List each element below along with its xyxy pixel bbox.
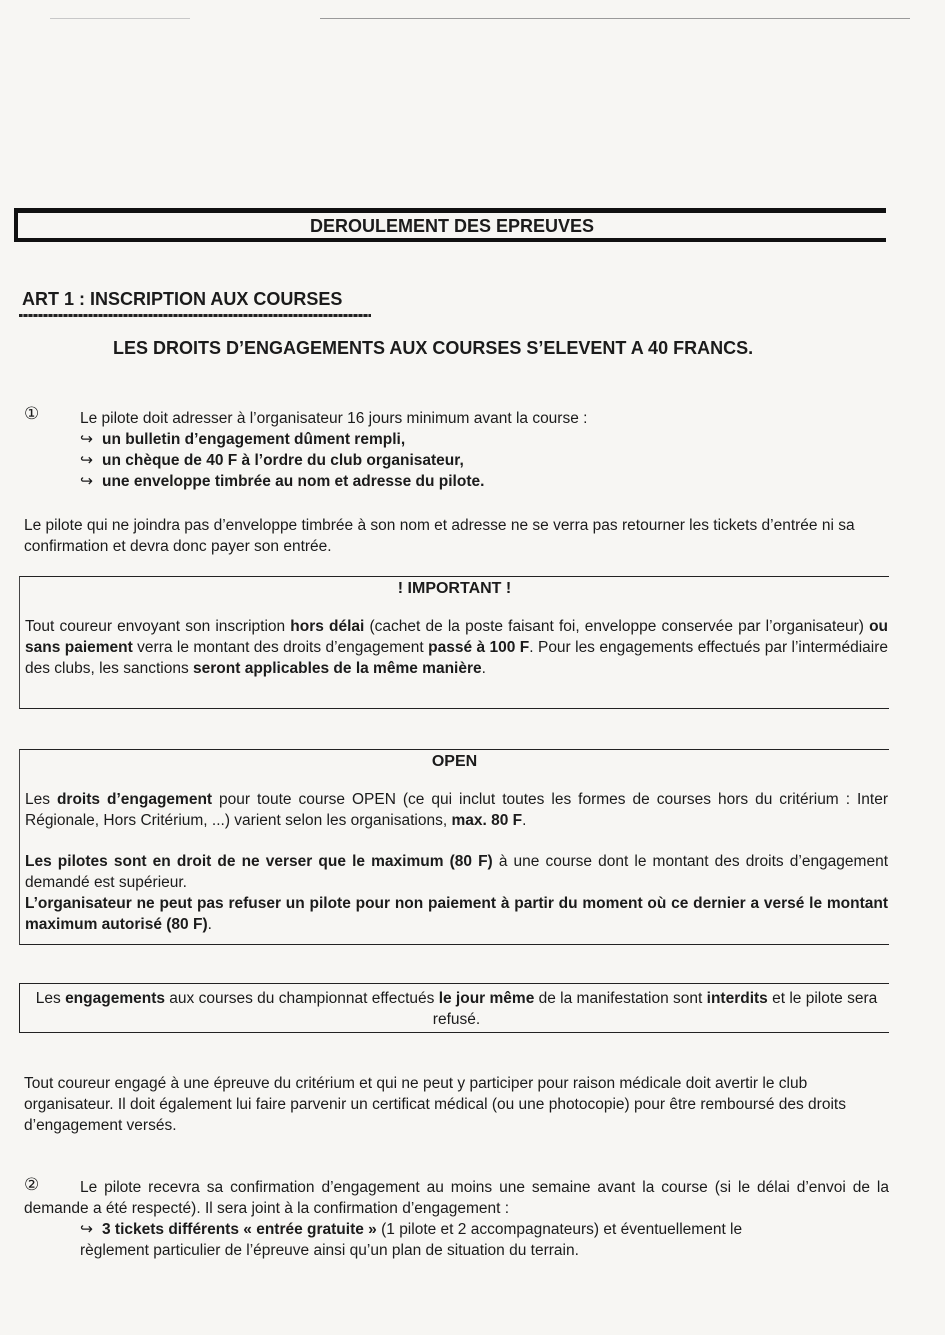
list-item: ↪ un bulletin d’engagement dûment rempli, bbox=[80, 431, 406, 448]
medical-note: Tout coureur engagé à une épreuve du critérium et qui ne peut y participer pour raison médicale doit avertir le club organisateur. Il doit également lui faire parvenir un certificat médical (ou une photocopie) pour être remboursé des droits d’engagement versés. bbox=[24, 1075, 846, 1134]
same-day-text: Les engagements aux courses du championnat effectués le jour même de la manifestation sont interdits et le pilote sera refusé. bbox=[35, 990, 878, 1028]
open-paragraph-1: Les droits d’engagement pour toute course OPEN (ce qui inclut toutes les formes de courses hors du critérium : Inter Régionale, Hors Critérium, ...) varient selon les organisations, max. 80 F. bbox=[25, 791, 888, 829]
important-box bbox=[19, 576, 889, 709]
step-1-intro: Le pilote doit adresser à l’organisateur 16 jours minimum avant la course : bbox=[80, 410, 588, 427]
arrow-icon: ↪ bbox=[80, 1221, 93, 1238]
open-box bbox=[19, 749, 889, 945]
open-paragraph-3: L’organisateur ne peut pas refuser un pilote pour non paiement à partir du moment où ce dernier a versé le montant maximum autorisé (80 F). bbox=[25, 895, 888, 933]
scan-edge-line bbox=[50, 18, 190, 19]
page-title: DEROULEMENT DES EPREUVES bbox=[14, 208, 886, 242]
arrow-icon: ↪ bbox=[80, 473, 93, 490]
scan-edge-line bbox=[320, 18, 910, 19]
list-item: ↪ un chèque de 40 F à l’ordre du club organisateur, bbox=[80, 452, 464, 469]
step-1-marker: ① bbox=[24, 404, 40, 423]
important-title: ! IMPORTANT ! bbox=[397, 580, 512, 597]
arrow-icon: ↪ bbox=[80, 452, 93, 469]
step-1-block bbox=[80, 408, 880, 492]
list-item: ↪ une enveloppe timbrée au nom et adresse du pilote. bbox=[80, 473, 485, 490]
article-title: ART 1 : INSCRIPTION AUX COURSES bbox=[22, 289, 343, 309]
same-day-box bbox=[19, 983, 889, 1033]
open-paragraph-2: Les pilotes sont en droit de ne verser que le maximum (80 F) à une course dont le montant des droits d’engagement demandé est supérieur. bbox=[25, 853, 889, 891]
article-title-underline bbox=[19, 314, 371, 317]
fee-headline: LES DROITS D’ENGAGEMENTS AUX COURSES S’ELEVENT A 40 FRANCS. bbox=[113, 338, 754, 358]
step-2-text: Le pilote recevra sa confirmation d’engagement au moins une semaine avant la course (si le délai d’envoi de la demande a été respecté). Il sera joint à la confirmation d’engagement : bbox=[24, 1179, 889, 1217]
envelope-note: Le pilote qui ne joindra pas d’enveloppe timbrée à son nom et adresse ne se verra pas retourner les tickets d’entrée ni sa confirmation et devra donc payer son entrée. bbox=[24, 517, 855, 555]
step-2-marker: ② bbox=[24, 1175, 40, 1194]
arrow-icon: ↪ bbox=[80, 431, 93, 448]
step-2-item: ↪ 3 tickets différents « entrée gratuite » (1 pilote et 2 accompagnateurs) et éventuellement le règlement particulier de l’épreuve ainsi qu’un plan de situation du terrain. bbox=[80, 1221, 743, 1259]
important-text: Tout coureur envoyant son inscription hors délai (cachet de la poste faisant foi, enveloppe conservée par l’organisateur) ou sans paiement verra le montant des droits d’engagement passé à 100 F. Pour les engagements effectués par l’intermédiaire des clubs, les sanctions seront applicables de la même manière. bbox=[25, 618, 888, 677]
open-title: OPEN bbox=[431, 753, 478, 770]
